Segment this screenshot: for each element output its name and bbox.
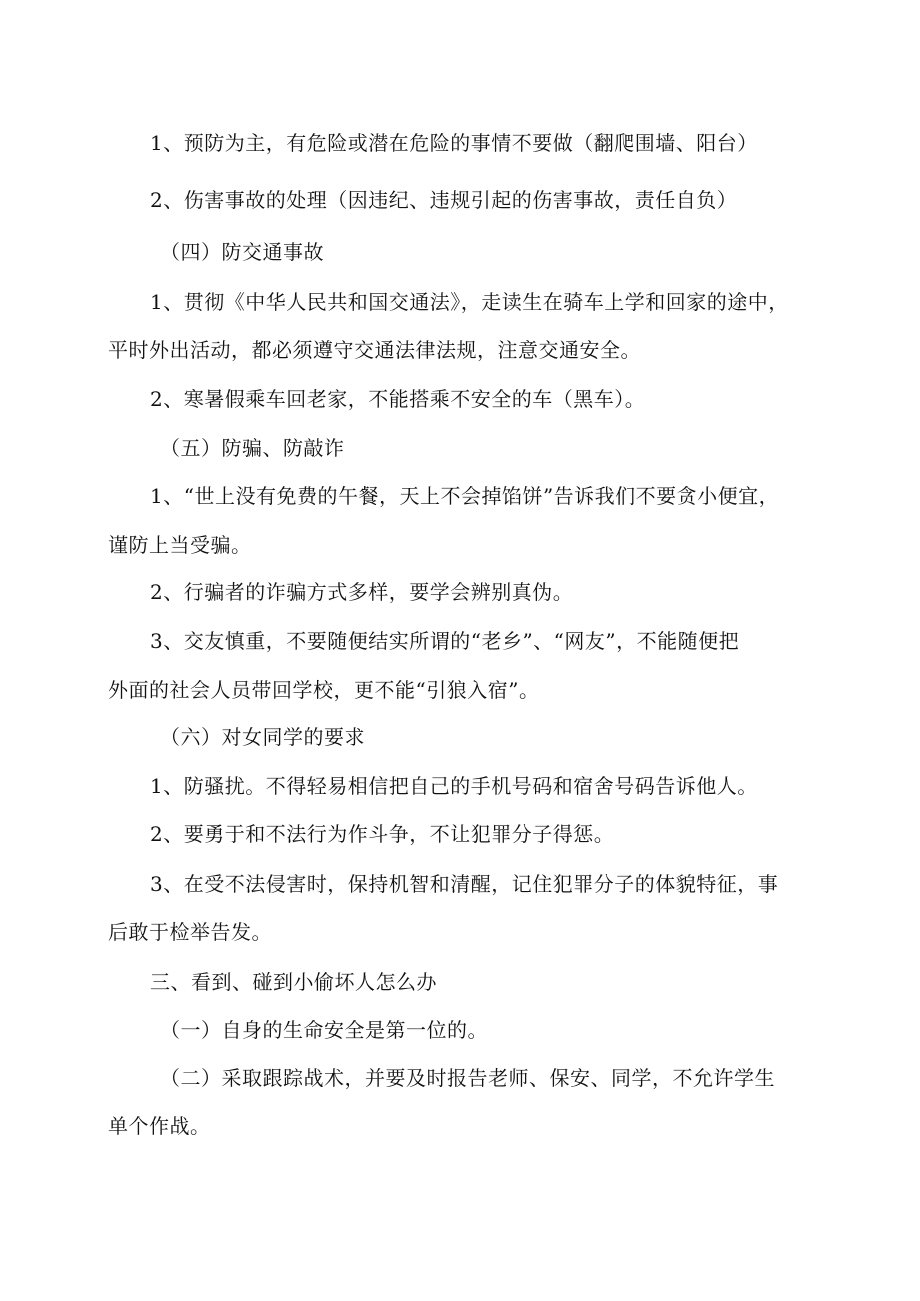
thief-point-1: （一）自身的生命安全是第一位的。 — [160, 1018, 488, 1042]
female-rule-1: 1、防骚扰。不得轻易相信把自己的手机号码和宿舍号码告诉他人。 — [150, 774, 758, 798]
fraud-rule-3-line-1: 3、交友慎重，不要随便结实所谓的“老乡”、“网友”，不能随便把 — [150, 629, 740, 653]
female-rule-3-line-1: 3、在受不法侵害时，保持机智和清醒，记住犯罪分子的体貌特征，事 — [150, 872, 779, 896]
fraud-rule-1-line-1: 1、“世上没有免费的午餐，天上不会掉馅饼”告诉我们不要贪小便宜， — [150, 484, 780, 508]
thief-point-2-line-1: （二）采取跟踪战术，并要及时报告老师、保安、同学，不允许学生 — [160, 1066, 775, 1090]
fraud-rule-2: 2、行骗者的诈骗方式多样，要学会辨别真伪。 — [150, 580, 574, 604]
section-heading-thief: 三、看到、碰到小偷坏人怎么办 — [150, 970, 437, 994]
section-heading-female-students: （六）对女同学的要求 — [160, 725, 365, 749]
fraud-rule-3-line-2: 外面的社会人员带回学校，更不能“引狼入宿”。 — [108, 678, 540, 702]
female-rule-3-line-2: 后敢于检举告发。 — [108, 920, 272, 944]
section-heading-fraud: （五）防骗、防敲诈 — [160, 436, 345, 460]
traffic-rule-2: 2、寒暑假乘车回老家，不能搭乘不安全的车（黑车）。 — [150, 387, 646, 411]
section-heading-traffic: （四）防交通事故 — [160, 240, 324, 264]
rule-1-prevention: 1、预防为主，有危险或潜在危险的事情不要做（翻爬围墙、阳台） — [150, 131, 758, 155]
female-rule-2: 2、要勇于和不法行为作斗争，不让犯罪分子得惩。 — [150, 822, 615, 846]
rule-2-accident-handling: 2、伤害事故的处理（因违纪、违规引起的伤害事故，责任自负） — [150, 188, 738, 212]
traffic-rule-1-line-2: 平时外出活动，都必须遵守交通法律法规，注意交通安全。 — [108, 338, 641, 362]
thief-point-2-line-2: 单个作战。 — [108, 1114, 211, 1138]
fraud-rule-1-line-2: 谨防上当受骗。 — [108, 533, 252, 557]
traffic-rule-1-line-1: 1、贯彻《中华人民共和国交通法》，走读生在骑车上学和回家的途中， — [150, 290, 789, 314]
